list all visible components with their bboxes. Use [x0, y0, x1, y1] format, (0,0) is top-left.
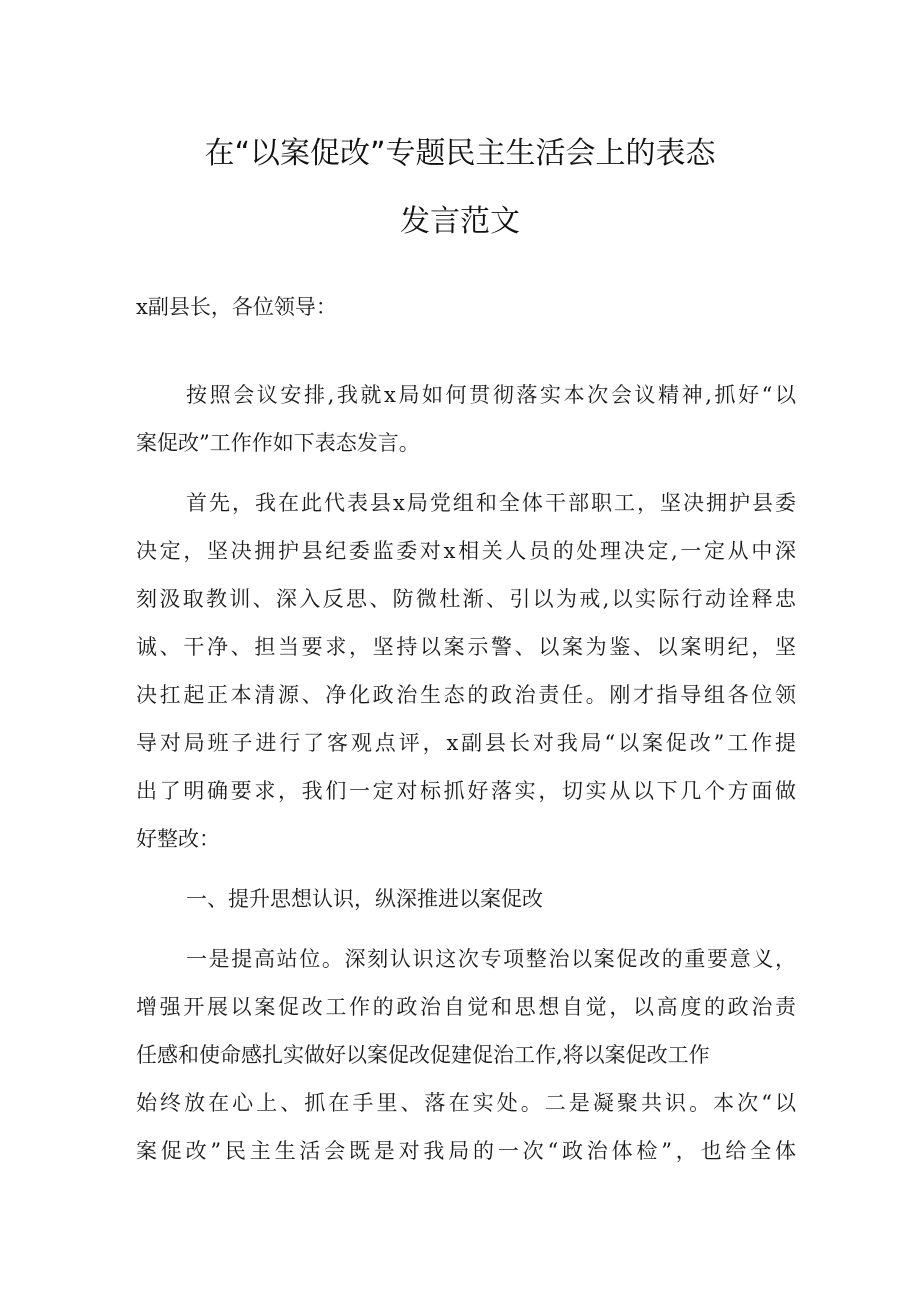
paragraph-3-line: 一是提高站位。深刻认识这次专项整治以案促改的重要意义，: [186, 947, 796, 971]
paragraph-2-line: 导对局班子进行了客观点评，x副县长对我局“以案促改”工作提: [136, 731, 796, 755]
document-title-line-2: 发言范文: [400, 204, 520, 239]
paragraph-2-line: 刻汲取教训、深入反思、防微杜渐、引以为戒,以实际行动诠释忠: [136, 587, 796, 611]
paragraph-1-line: 按照会议安排,我就x局如何贯彻落实本次会议精神,抓好“以: [186, 383, 796, 407]
paragraph-2-line: 诚、干净、担当要求，坚持以案示警、以案为鉴、以案明纪，坚: [136, 635, 796, 659]
document-title-line-1: 在“以案促改”专题民主生活会上的表态: [204, 136, 716, 171]
paragraph-2-line: 首先，我在此代表县x局党组和全体干部职工，坚决拥护县委: [186, 491, 796, 515]
paragraph-2-line: 出了明确要求，我们一定对标抓好落实，切实从以下几个方面做: [136, 779, 796, 803]
paragraph-3-line: 始终放在心上、抓在手里、落在实处。二是凝聚共识。本次“以: [136, 1091, 796, 1115]
paragraph-1-line: 案促改”工作作如下表态发言。: [136, 431, 420, 455]
salutation: x副县长，各位领导：: [136, 295, 337, 319]
paragraph-3-line: 任感和使命感扎实做好以案促改促建促治工作,将以案促改工作: [136, 1043, 710, 1067]
paragraph-2-line: 好整改：: [136, 827, 220, 851]
section-heading-1: 一、提升思想认识，纵深推进以案促改: [186, 887, 543, 911]
paragraph-2-line: 决扛起正本清源、净化政治生态的政治责任。刚才指导组各位领: [136, 683, 796, 707]
paragraph-2-line: 决定，坚决拥护县纪委监委对x相关人员的处理决定,一定从中深: [136, 539, 796, 563]
paragraph-3-line: 增强开展以案促改工作的政治自觉和思想自觉，以高度的政治责: [136, 995, 796, 1019]
paragraph-3-line: 案促改”民主生活会既是对我局的一次“政治体检”，也给全体: [136, 1139, 796, 1163]
